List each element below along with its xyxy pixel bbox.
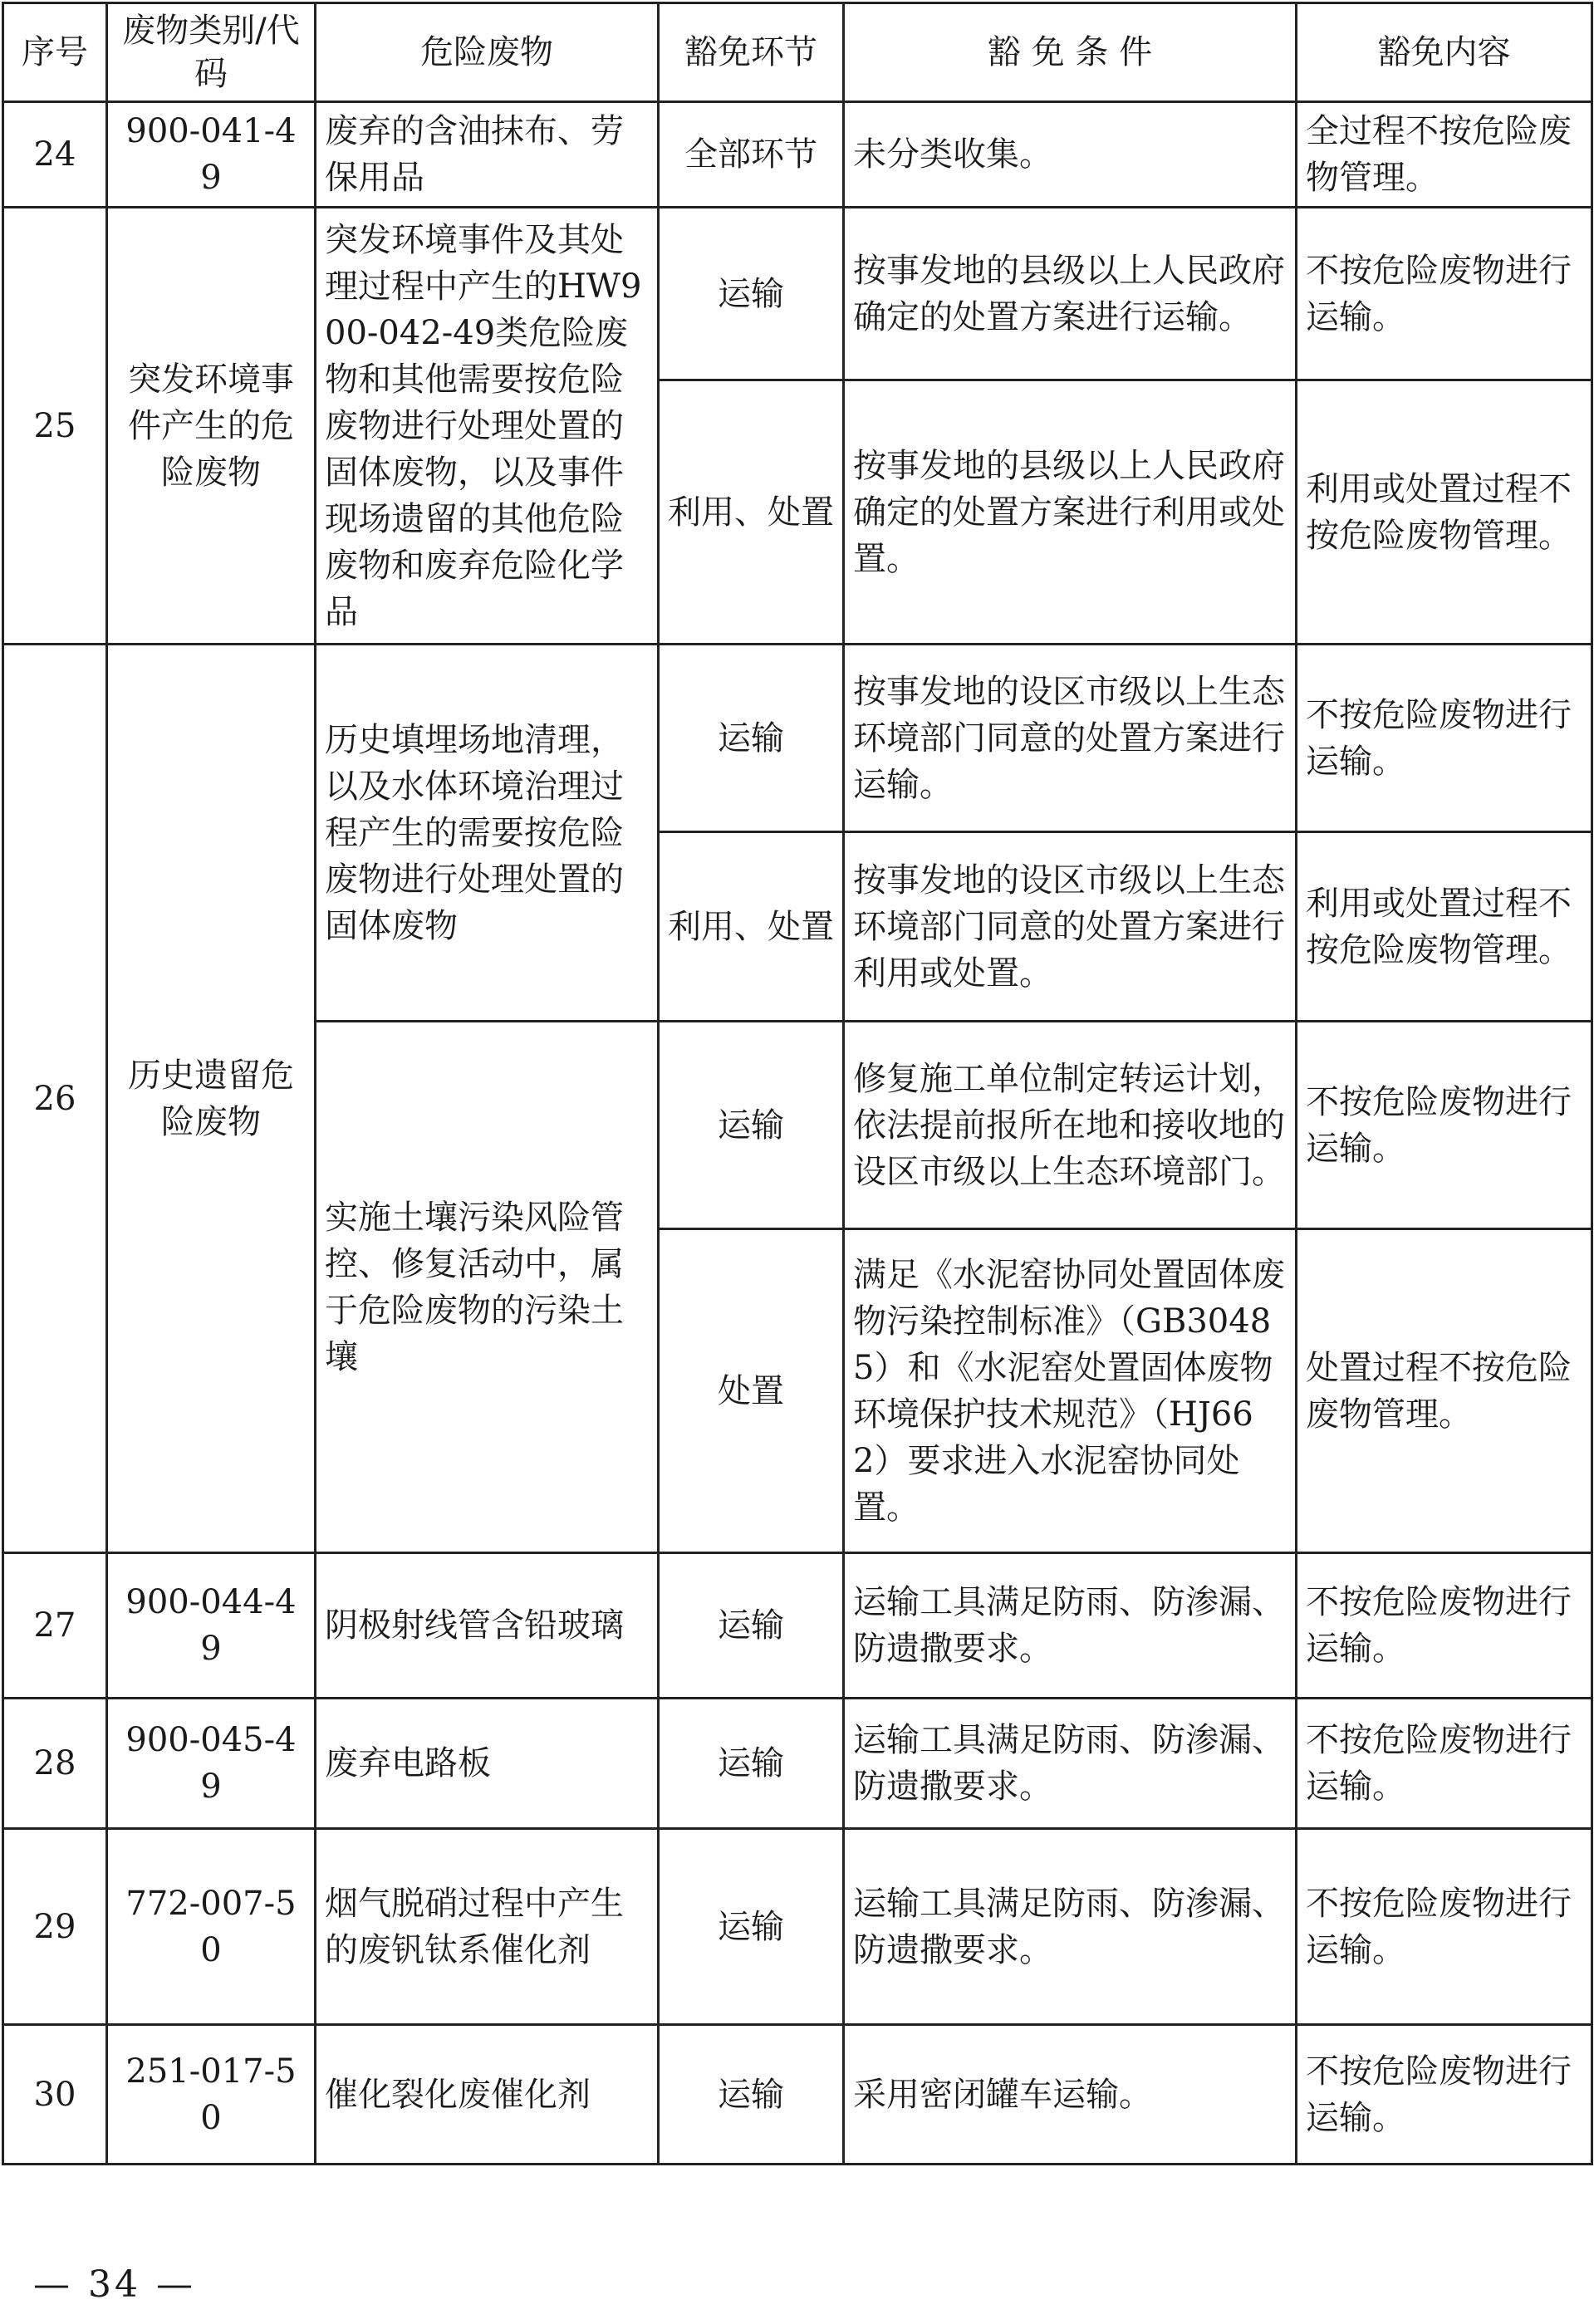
row-waste: 实施土壤污染风险管控、修复活动中，属于危险废物的污染土壤 bbox=[316, 1022, 659, 1553]
exemption-table bbox=[2, 2, 1593, 2165]
row-waste: 废弃电路板 bbox=[316, 1699, 659, 1829]
row-waste: 烟气脱硝过程中产生的废钒钛系催化剂 bbox=[316, 1829, 659, 2025]
row-code: 历史遗留危险废物 bbox=[107, 645, 316, 1553]
table-row bbox=[3, 1553, 1592, 1699]
row-serial: 27 bbox=[3, 1553, 107, 1699]
row-content: 全过程不按危险废物管理。 bbox=[1297, 102, 1592, 208]
row-code: 900-041-49 bbox=[107, 102, 316, 208]
row-content: 利用或处置过程不按危险废物管理。 bbox=[1297, 380, 1592, 645]
row-content: 处置过程不按危险废物管理。 bbox=[1297, 1229, 1592, 1553]
header-exempt-content: 豁免内容 bbox=[1297, 3, 1592, 102]
row-condition: 按事发地的县级以上人民政府确定的处置方案进行利用或处置。 bbox=[844, 380, 1297, 645]
table-row bbox=[3, 102, 1592, 208]
row-stage: 运输 bbox=[659, 1699, 844, 1829]
row-content: 不按危险废物进行运输。 bbox=[1297, 645, 1592, 832]
row-stage: 利用、处置 bbox=[659, 380, 844, 645]
table-row bbox=[3, 208, 1592, 380]
row-serial: 28 bbox=[3, 1699, 107, 1829]
row-condition: 运输工具满足防雨、防渗漏、防遗撒要求。 bbox=[844, 1553, 1297, 1699]
row-condition: 按事发地的县级以上人民政府确定的处置方案进行运输。 bbox=[844, 208, 1297, 380]
row-waste: 阴极射线管含铅玻璃 bbox=[316, 1553, 659, 1699]
row-stage: 利用、处置 bbox=[659, 832, 844, 1022]
row-serial: 26 bbox=[3, 645, 107, 1553]
row-waste: 废弃的含油抹布、劳保用品 bbox=[316, 102, 659, 208]
row-content: 不按危险废物进行运输。 bbox=[1297, 1022, 1592, 1229]
row-condition: 运输工具满足防雨、防渗漏、防遗撒要求。 bbox=[844, 1699, 1297, 1829]
table-row bbox=[3, 1699, 1592, 1829]
header-exempt-stage: 豁免环节 bbox=[659, 3, 844, 102]
row-stage: 运输 bbox=[659, 2025, 844, 2165]
row-code: 251-017-50 bbox=[107, 2025, 316, 2165]
row-code: 突发环境事件产生的危险废物 bbox=[107, 208, 316, 645]
row-condition: 采用密闭罐车运输。 bbox=[844, 2025, 1297, 2165]
table-row bbox=[3, 2025, 1592, 2165]
row-content: 利用或处置过程不按危险废物管理。 bbox=[1297, 832, 1592, 1022]
row-stage: 运输 bbox=[659, 645, 844, 832]
row-serial: 25 bbox=[3, 208, 107, 645]
header-hazardous-waste: 危险废物 bbox=[316, 3, 659, 102]
row-waste: 历史填埋场地清理，以及水体环境治理过程产生的需要按危险废物进行处理处置的固体废物 bbox=[316, 645, 659, 1022]
row-waste: 突发环境事件及其处理过程中产生的HW900-042-49类危险废物和其他需要按危险废物进行处理处置的固体废物，以及事件现场遗留的其他危险废物和废弃危险化学品 bbox=[316, 208, 659, 645]
row-stage: 全部环节 bbox=[659, 102, 844, 208]
header-serial: 序号 bbox=[3, 3, 107, 102]
row-serial: 29 bbox=[3, 1829, 107, 2025]
row-content: 不按危险废物进行运输。 bbox=[1297, 1553, 1592, 1699]
row-code: 772-007-50 bbox=[107, 1829, 316, 2025]
row-stage: 处置 bbox=[659, 1229, 844, 1553]
row-content: 不按危险废物进行运输。 bbox=[1297, 2025, 1592, 2165]
row-stage: 运输 bbox=[659, 1553, 844, 1699]
table-row bbox=[3, 645, 1592, 832]
header-exempt-condition: 豁 免 条 件 bbox=[844, 3, 1297, 102]
row-condition: 按事发地的设区市级以上生态环境部门同意的处置方案进行利用或处置。 bbox=[844, 832, 1297, 1022]
row-content: 不按危险废物进行运输。 bbox=[1297, 1829, 1592, 2025]
row-code: 900-045-49 bbox=[107, 1699, 316, 1829]
header-category-code: 废物类别/代码 bbox=[107, 3, 316, 102]
row-condition: 运输工具满足防雨、防渗漏、防遗撒要求。 bbox=[844, 1829, 1297, 2025]
header-row bbox=[3, 3, 1592, 102]
row-stage: 运输 bbox=[659, 1829, 844, 2025]
row-stage: 运输 bbox=[659, 1022, 844, 1229]
row-condition: 按事发地的设区市级以上生态环境部门同意的处置方案进行运输。 bbox=[844, 645, 1297, 832]
table-row bbox=[3, 1829, 1592, 2025]
row-code: 900-044-49 bbox=[107, 1553, 316, 1699]
row-serial: 30 bbox=[3, 2025, 107, 2165]
row-condition: 修复施工单位制定转运计划，依法提前报所在地和接收地的设区市级以上生态环境部门。 bbox=[844, 1022, 1297, 1229]
row-stage: 运输 bbox=[659, 208, 844, 380]
row-content: 不按危险废物进行运输。 bbox=[1297, 208, 1592, 380]
row-serial: 24 bbox=[3, 102, 107, 208]
page-number: — 34 — bbox=[33, 2263, 196, 2306]
row-condition: 满足《水泥窑协同处置固体废物污染控制标准》（GB30485）和《水泥窑处置固体废物环境保护技术规范》（HJ662）要求进入水泥窑协同处置。 bbox=[844, 1229, 1297, 1553]
row-waste: 催化裂化废催化剂 bbox=[316, 2025, 659, 2165]
row-condition: 未分类收集。 bbox=[844, 102, 1297, 208]
row-content: 不按危险废物进行运输。 bbox=[1297, 1699, 1592, 1829]
